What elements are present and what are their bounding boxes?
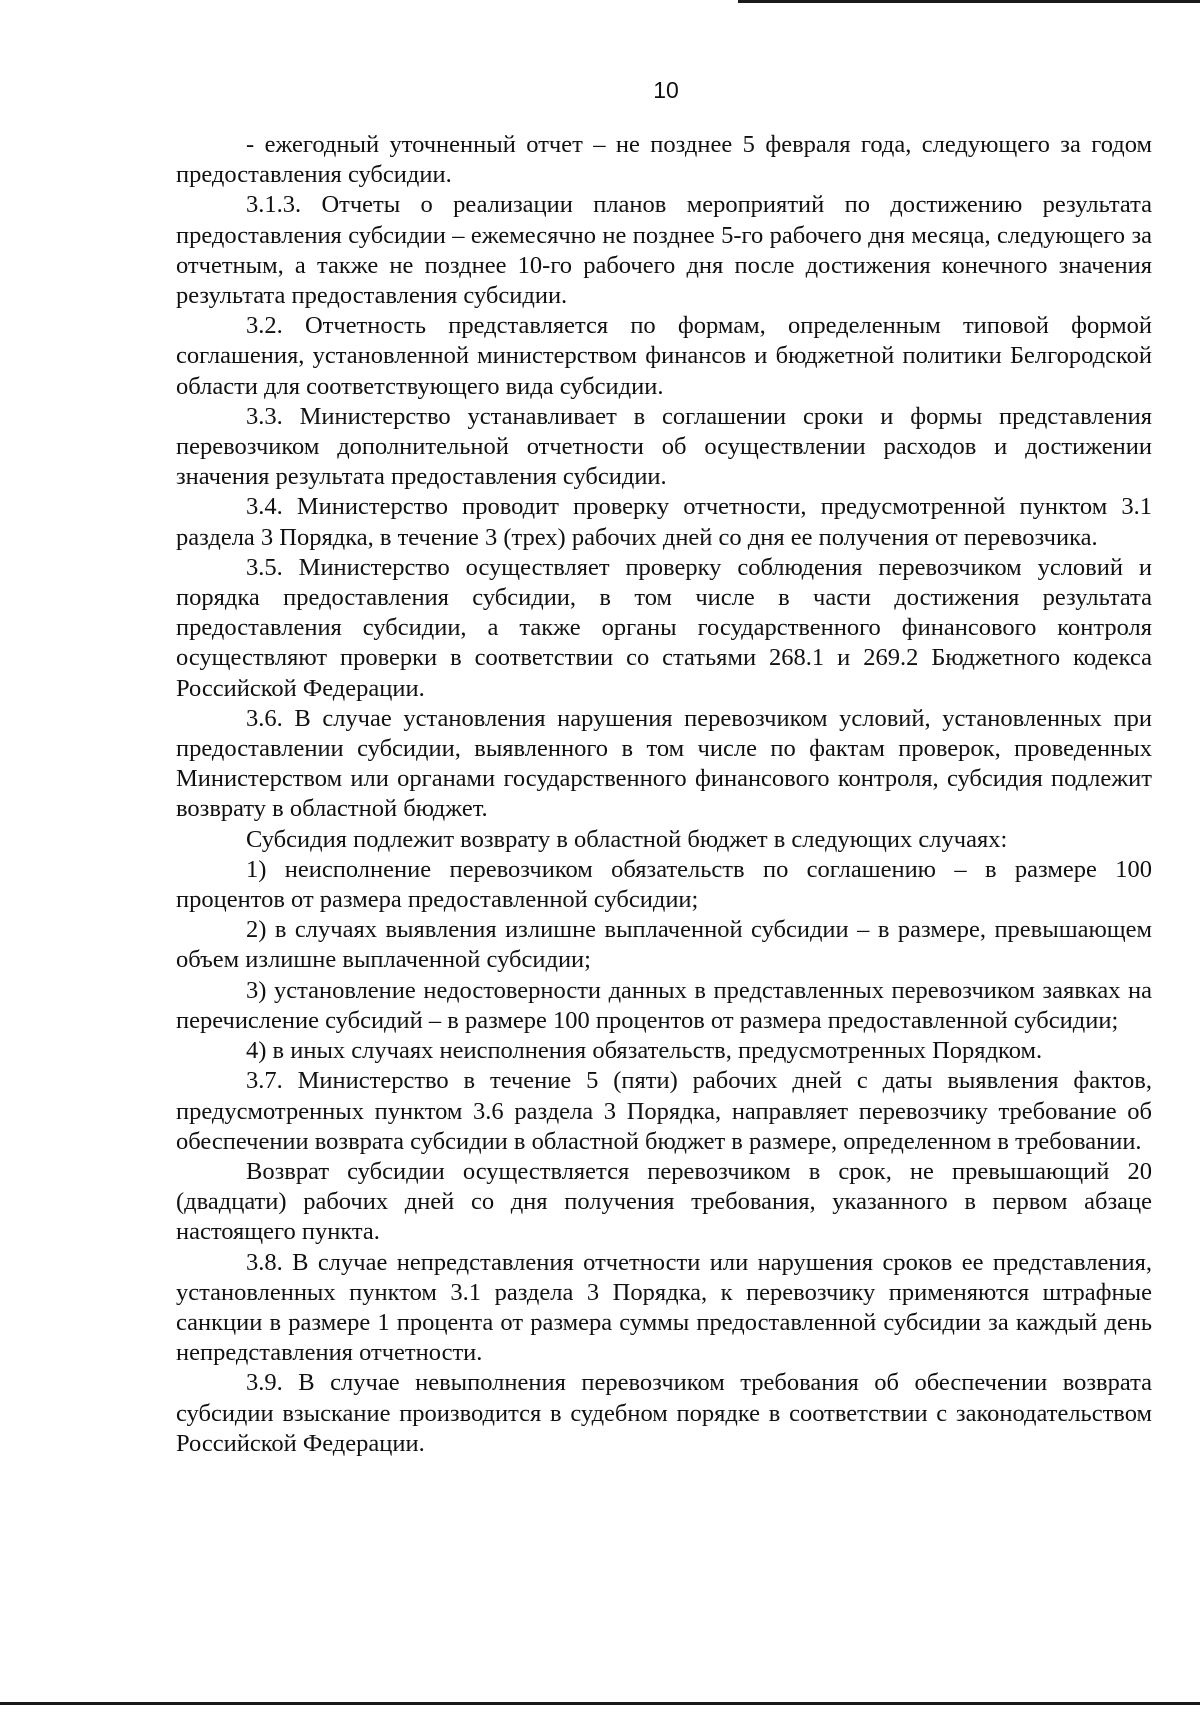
paragraph-3-8: 3.8. В случае непредставления отчетности или нарушения сроков ее представления, установленных пунктом 3.1 раздела 3 Порядка, к перевозчику применяются штрафные санкции в размере 1 процента от размера суммы предоставленной субсидии за каждый день непредставления отчетности. <box>176 1248 1152 1367</box>
paragraph-3-7: 3.7. Министерство в течение 5 (пяти) рабочих дней с даты выявления фактов, предусмотренных пунктом 3.6 раздела 3 Порядка, направляет перевозчику требование об обеспечении возврата субсидии в областной бюджет в размере, определенном в требовании. <box>176 1067 1152 1155</box>
paragraph-3-1-3: 3.1.3. Отчеты о реализации планов мероприятий по достижению результата предоставления субсидии – ежемесячно не позднее 5-го рабочего дня месяца, следующего за отчетным, а также не позднее 10-го рабочего дня после достижения конечного значения результата предоставления субсидии. <box>176 191 1152 310</box>
top-border-line <box>738 0 1200 3</box>
paragraph-refund-term: Возврат субсидии осуществляется перевозчиком в срок, не превышающий 20 (двадцати) рабочих дней со дня получения требования, указанного в первом абзаце настоящего пункта. <box>176 1157 1152 1246</box>
paragraph-3-3: 3.3. Министерство устанавливает в соглашении сроки и формы представления перевозчиком дополнительной отчетности об осуществлении расходов и достижении значения результата предоставления субсидии. <box>176 402 1152 491</box>
paragraph-3-4: 3.4. Министерство проводит проверку отчетности, предусмотренной пунктом 3.1 раздела 3 Порядка, в течение 3 (трех) рабочих дней со дня ее получения от перевозчика. <box>176 493 1152 551</box>
paragraph-annual-report: - ежегодный уточненный отчет – не позднее 5 февраля года, следующего за годом предоставления субсидии. <box>176 131 1152 189</box>
paragraph-3-6: 3.6. В случае установления нарушения перевозчиком условий, установленных при предоставлении субсидии, выявленного в том числе по фактам проверок, проведенных Министерством или органами государственного финансового контроля, субсидия подлежит возврату в областной бюджет. <box>176 704 1152 823</box>
document-body <box>176 130 1152 1459</box>
list-item-refund-case-4: 4) в иных случаях неисполнения обязательств, предусмотренных Порядком. <box>246 1037 1043 1065</box>
list-item-refund-case-1: 1) неисполнение перевозчиком обязательств по соглашению – в размере 100 процентов от размера предоставленной субсидии; <box>176 855 1152 914</box>
list-item-refund-case-2: 2) в случаях выявления излишне выплаченной субсидии – в размере, превышающем объем излишне выплаченной субсидии; <box>176 916 1152 974</box>
paragraph-3-5: 3.5. Министерство осуществляет проверку соблюдения перевозчиком условий и порядка предоставления субсидии, в том числе в части достижения результата предоставления субсидии, а также органы государственного финансового контроля осуществляют проверки в соответствии со статьями 268.1 и 269.2 Бюджетного кодекса Российской Федерации. <box>176 553 1152 702</box>
list-item-refund-case-3: 3) установление недостоверности данных в представленных перевозчиком заявках на перечисление субсидий – в размере 100 процентов от размера предоставленной субсидии; <box>176 976 1152 1034</box>
paragraph-refund-cases-intro: Субсидия подлежит возврату в областной бюджет в следующих случаях: <box>246 825 1008 853</box>
paragraph-3-9: 3.9. В случае невыполнения перевозчиком требования об обеспечении возврата субсидии взыскание производится в судебном порядке в соответствии с законодательством Российской Федерации. <box>176 1369 1152 1457</box>
page-number: 10 <box>653 77 679 103</box>
bottom-border-line <box>0 1702 1200 1705</box>
paragraph-3-2: 3.2. Отчетность представляется по формам, определенным типовой формой соглашения, установленной министерством финансов и бюджетной политики Белгородской области для соответствующего вида субсидии. <box>176 312 1152 400</box>
